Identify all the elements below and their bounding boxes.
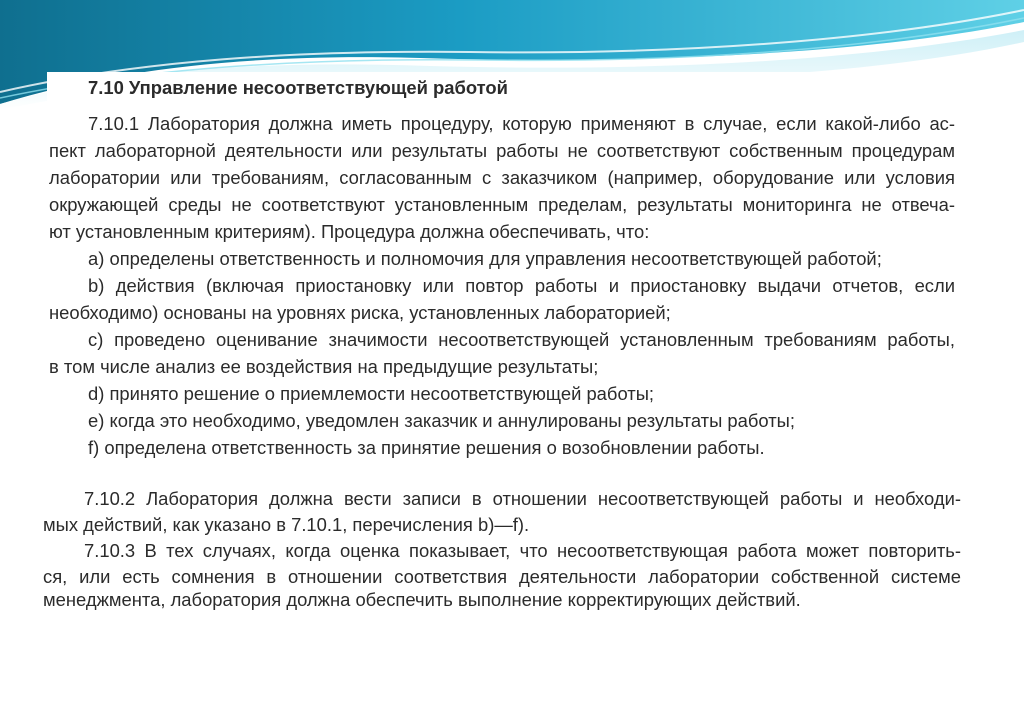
- clause-7-10-1-line-1: 7.10.1 Лаборатория должна иметь процедуру, которую применяют в случае, если какой-либо ас-: [88, 113, 955, 134]
- list-item-f: f) определена ответственность за принятие решения о возобновлении работы.: [88, 437, 765, 458]
- clause-7-10-1-line-5: ют установленным критериям). Процедура должна обеспечивать, что:: [49, 221, 650, 242]
- clause-7-10-1-line-4: окружающей среды не соответствуют установленным пределам, результаты мониторинга не отвеча-: [49, 194, 955, 215]
- clause-7-10-2-line-1: 7.10.2 Лаборатория должна вести записи в отношении несоответствующей работы и необходи-: [84, 488, 961, 509]
- clause-7-10-1-line-3: лаборатории или требованиям, согласованным с заказчиком (например, оборудование или условия: [49, 167, 955, 188]
- list-item-b-line-2: необходимо) основаны на уровнях риска, установленных лабораторией;: [49, 302, 671, 323]
- list-item-e: e) когда это необходимо, уведомлен заказчик и аннулированы результаты работы;: [88, 410, 795, 431]
- list-item-d: d) принято решение о приемлемости несоответствующей работы;: [88, 383, 655, 404]
- list-item-a: a) определены ответственность и полномочия для управления несоответствующей работой;: [88, 248, 882, 269]
- list-item-b-line-1: b) действия (включая приостановку или повтор работы и приостановку выдачи отчетов, если: [88, 275, 955, 296]
- list-item-c-line-2: в том числе анализ ее воздействия на предыдущие результаты;: [49, 356, 599, 377]
- document-scan-continuation: [40, 477, 977, 611]
- clause-7-10-3-line-2: ся, или есть сомнения в отношении соответствия деятельности лаборатории собственной системе: [43, 566, 961, 587]
- clause-7-10-3-line-3: менеджмента, лаборатория должна обеспечить выполнение корректирующих действий.: [43, 589, 801, 610]
- clause-7-10-1-line-2: пект лабораторной деятельности или результаты работы не соответствуют собственным процедурам: [49, 140, 955, 161]
- document-scan-main: [47, 72, 977, 476]
- clause-7-10-3-line-1: 7.10.3 В тех случаях, когда оценка показывает, что несоответствующая работа может повторить-: [84, 540, 961, 561]
- list-item-c-line-1: c) проведено оценивание значимости несоответствующей установленным требованиям работы,: [88, 329, 955, 350]
- section-heading: 7.10 Управление несоответствующей работой: [88, 77, 508, 98]
- clause-7-10-2-line-2: мых действий, как указано в 7.10.1, перечисления b)—f).: [43, 514, 530, 535]
